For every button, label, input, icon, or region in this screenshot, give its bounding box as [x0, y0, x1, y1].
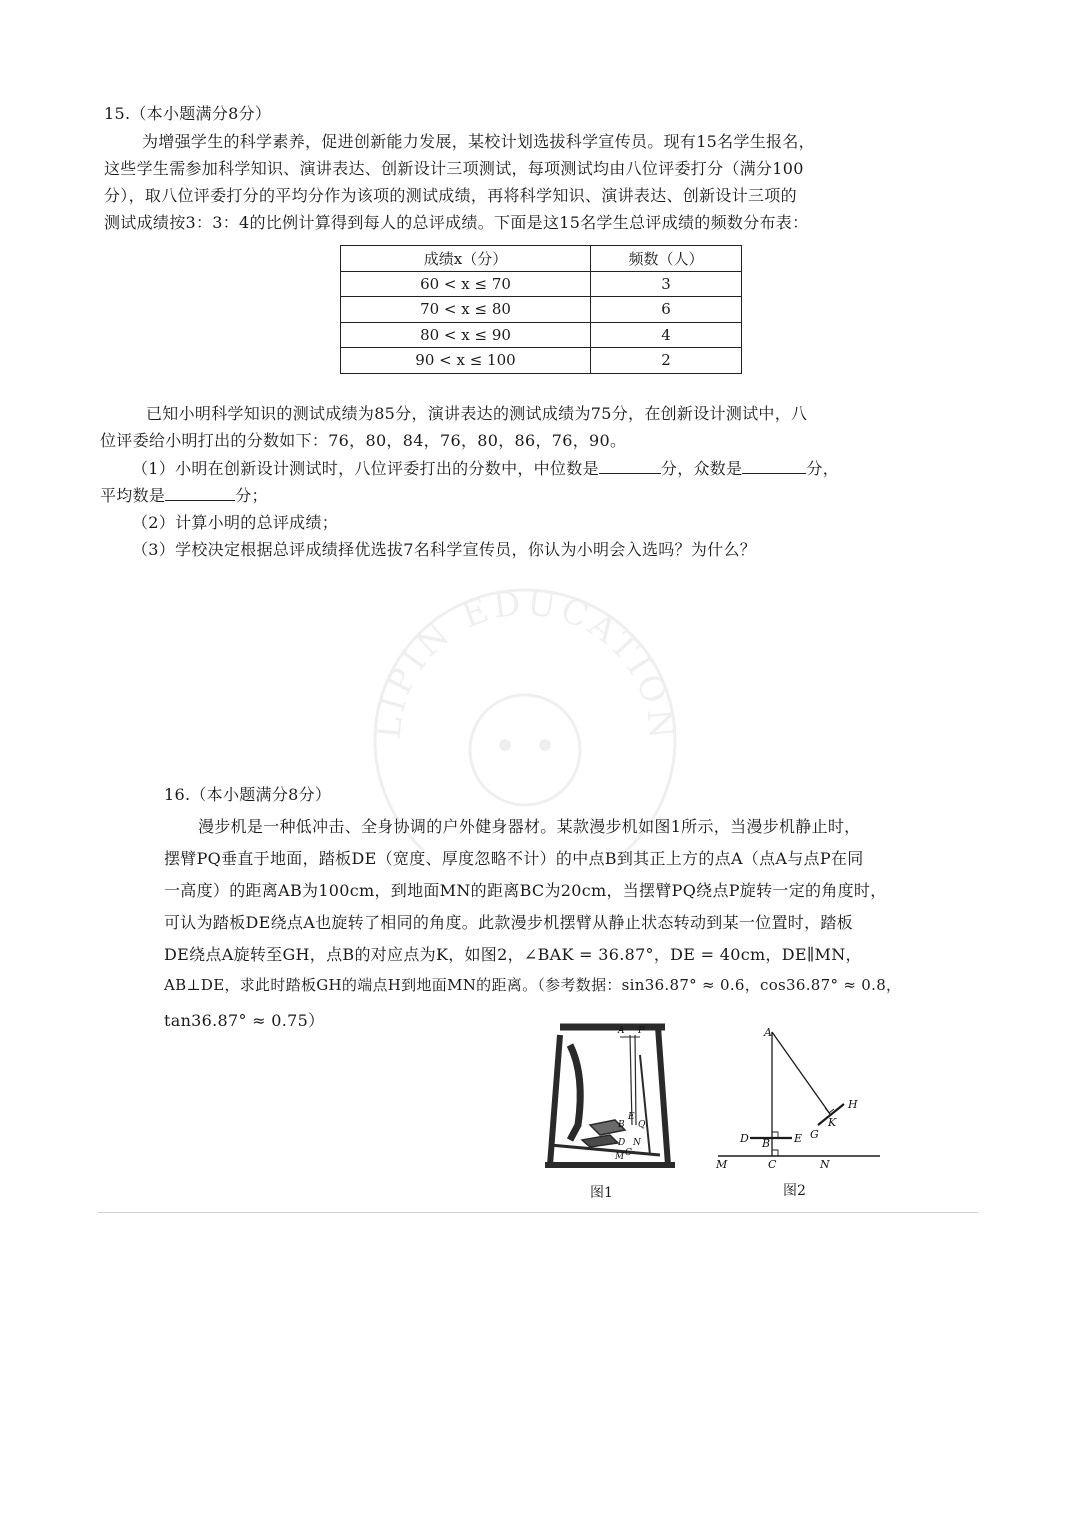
- table-row: [341, 271, 742, 297]
- q15-part1-c: 分，: [806, 459, 840, 478]
- watermark-text: LIPIN EDUCATION: [368, 583, 682, 745]
- svg-text:LIPIN EDUCATION: [368, 583, 681, 744]
- figure-2-caption: 图2: [783, 1183, 806, 1199]
- q15-intro-line-3: 分），取八位评委打分的平均分作为该项的测试成绩，再将科学知识、演讲表达、创新设计三项的: [104, 186, 797, 205]
- q16-body-line-7: tan36.87° ≈ 0.75）: [164, 1011, 325, 1030]
- figure-2-diagram: [710, 1022, 890, 1172]
- q16-body-line-1: 漫步机是一种低冲击、全身协调的户外健身器材。某款漫步机如图1所示，当漫步机静止时，: [198, 817, 861, 836]
- table-cell-range: 80 < x ≤ 90: [341, 322, 591, 348]
- fig2-label-H: H: [848, 1098, 858, 1111]
- table-row: [341, 297, 742, 323]
- fig1-label-D: D: [618, 1138, 626, 1148]
- page-divider: [98, 1212, 978, 1213]
- table-cell-range: 70 < x ≤ 80: [341, 297, 591, 323]
- fig2-label-C: C: [768, 1158, 777, 1171]
- fig1-label-Q: Q: [638, 1120, 646, 1130]
- table-cell-count: 6: [591, 297, 742, 323]
- fig2-label-K: K: [828, 1116, 837, 1129]
- q15-part1-line-2: [100, 483, 268, 506]
- watermark-seal: [340, 540, 710, 850]
- fig1-label-N: N: [633, 1138, 641, 1148]
- q15-part1-e: 分；: [235, 486, 268, 505]
- fig1-label-P: P: [638, 1026, 645, 1036]
- table-cell-count: 4: [591, 322, 742, 348]
- figure-1-walker: [540, 1015, 685, 1175]
- q15-title: 15.（本小题满分8分）: [104, 104, 272, 123]
- q15-part1-b: 分，众数是: [660, 459, 743, 478]
- fig2-label-D: D: [740, 1132, 749, 1145]
- q16-body-line-6: AB⊥DE，求此时踏板GH的端点H到地面MN的距离。（参考数据：sin36.87° ≈ 0.6，cos36.87° ≈ 0.8，: [164, 976, 902, 994]
- table-row: [341, 322, 742, 348]
- q15-part1-line-1: [132, 456, 839, 479]
- fig1-label-B: B: [618, 1120, 625, 1130]
- table-cell-range: 90 < x ≤ 100: [341, 348, 591, 374]
- q16-body-line-3: 一高度）的距离AB为100cm，到地面MN的距离BC为20cm，当摆臂PQ绕点P旋转一定的角度时，: [164, 881, 887, 900]
- table-header-row: [341, 246, 742, 272]
- q15-part3: （3）学校决定根据总评成绩择优选拔7名科学宣传员，你认为小明会入选吗？为什么？: [132, 540, 757, 559]
- answer-blank-mean[interactable]: [165, 486, 235, 501]
- table-cell-range: 60 < x ≤ 70: [341, 271, 591, 297]
- q16-body-line-5: DE绕点A旋转至GH，点B的对应点为K，如图2，∠BAK = 36.87°，DE = 40cm，DE∥MN，: [164, 945, 862, 964]
- answer-blank-mode[interactable]: [742, 459, 806, 474]
- q15-intro-line-1: 为增强学生的科学素养，促进创新能力发展，某校计划选拔科学宣传员。现有15名学生报名，: [142, 132, 815, 151]
- q15-known-line-1: 已知小明科学知识的测试成绩为85分，演讲表达的测试成绩为75分，在创新设计测试中，八: [146, 404, 808, 423]
- table-header-frequency: 频数（人）: [591, 246, 742, 272]
- table-header-score: 成绩x（分）: [341, 246, 591, 272]
- table-row: [341, 348, 742, 374]
- figure-1-caption: 图1: [590, 1185, 613, 1201]
- fig1-label-A: A: [618, 1026, 625, 1036]
- q15-intro-line-2: 这些学生需参加科学知识、演讲表达、创新设计三项测试，每项测试均由八位评委打分（满分100: [104, 159, 804, 178]
- fig2-label-M: M: [716, 1158, 728, 1171]
- fig2-label-N: N: [820, 1158, 830, 1171]
- answer-blank-median[interactable]: [599, 459, 661, 474]
- fig2-label-A: A: [764, 1026, 772, 1039]
- q15-part2: （2）计算小明的总评成绩；: [132, 513, 339, 532]
- q15-intro-line-4: 测试成绩按3：3：4的比例计算得到每人的总评成绩。下面是这15名学生总评成绩的频数分布表：: [104, 213, 809, 232]
- table-cell-count: 2: [591, 348, 742, 374]
- table-cell-count: 3: [591, 271, 742, 297]
- fig1-label-M: M: [615, 1152, 625, 1162]
- q15-part1-a: （1）小明在创新设计测试时，八位评委打出的分数中，中位数是: [132, 459, 599, 478]
- frequency-table: [340, 245, 742, 374]
- q16-body-line-4: 可认为踏板DE绕点A也旋转了相同的角度。此款漫步机摆臂从静止状态转动到某一位置时，踏板: [164, 913, 853, 932]
- q15-part1-d: 平均数是: [100, 486, 166, 505]
- fig2-label-G: G: [810, 1128, 819, 1141]
- q16-body-line-2: 摆臂PQ垂直于地面，踏板DE（宽度、厚度忽略不计）的中点B到其正上方的点A（点A与点P在同: [164, 849, 864, 868]
- fig1-label-E: E: [628, 1112, 635, 1122]
- fig2-label-E: E: [794, 1132, 803, 1145]
- fig2-label-B: B: [762, 1137, 771, 1150]
- fig1-label-C: C: [625, 1148, 632, 1158]
- q16-title: 16.（本小题满分8分）: [164, 785, 332, 804]
- q15-known-line-2: 位评委给小明打出的分数如下：76，80，84，76，80，86，76，90。: [100, 431, 627, 450]
